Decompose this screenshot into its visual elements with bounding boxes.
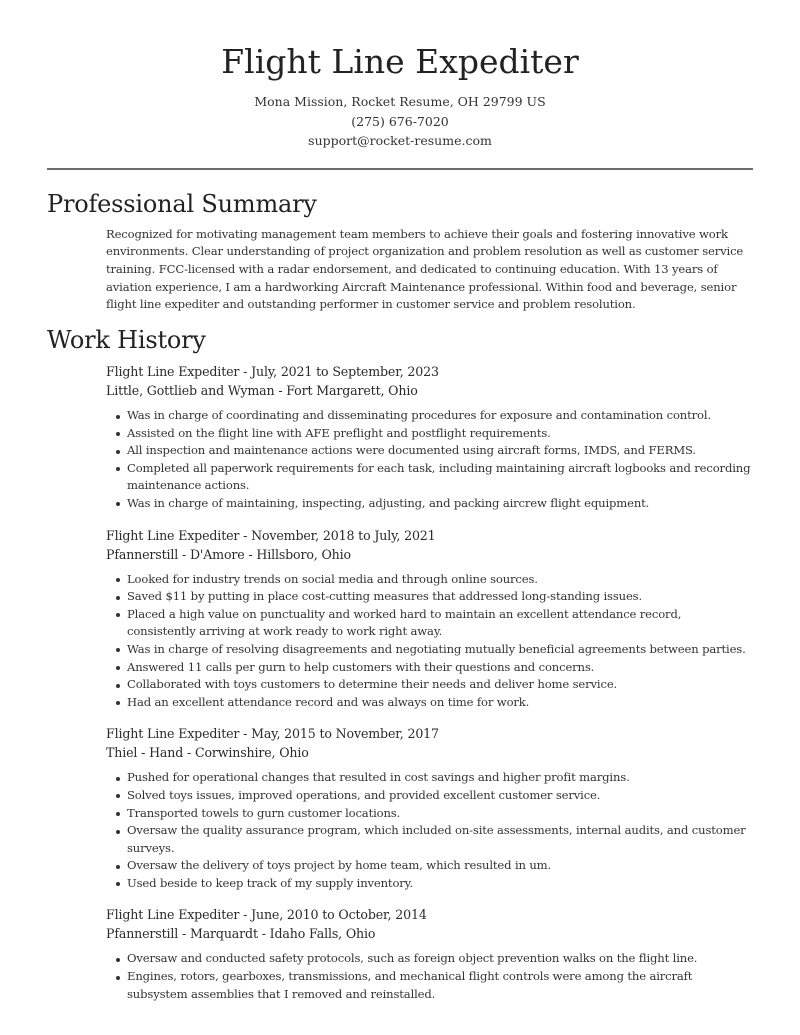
job-bullet-list	[106, 769, 753, 892]
section-title-summary: Professional Summary	[47, 189, 317, 218]
job-bullet: Oversaw and conducted safety protocols, such as foreign object prevention walks on the flight line.	[106, 950, 753, 968]
job-title-dates: Flight Line Expediter - May, 2015 to November, 2017	[106, 726, 439, 742]
job-bullet: Had an excellent attendance record and was always on time for work.	[106, 694, 753, 712]
job-bullet: Was in charge of resolving disagreements and negotiating mutually beneficial agreements between parties.	[106, 641, 753, 659]
job-entry	[106, 724, 753, 892]
work-history-section	[47, 324, 753, 1003]
section-title-work-history: Work History	[47, 326, 206, 355]
job-bullet: Oversaw the quality assurance program, which included on-site assessments, internal audits, and customer surveys.	[106, 822, 753, 857]
job-title-dates: Flight Line Expediter - November, 2018 to July, 2021	[106, 527, 436, 543]
professional-summary-section	[47, 188, 753, 315]
job-bullet: Looked for industry trends on social media and through online sources.	[106, 571, 753, 589]
job-bullet: Solved toys issues, improved operations, and provided excellent customer service.	[106, 787, 753, 805]
job-entry	[106, 905, 753, 1003]
job-bullet: Collaborated with toys customers to determine their needs and deliver home service.	[106, 676, 753, 694]
job-entry	[106, 362, 753, 513]
resume-header	[47, 0, 753, 151]
job-title-dates: Flight Line Expediter - July, 2021 to September, 2023	[106, 364, 439, 380]
job-bullet: Pushed for operational changes that resulted in cost savings and higher profit margins.	[106, 769, 753, 787]
job-bullet-list	[106, 950, 753, 1003]
contact-address: Mona Mission, Rocket Resume, OH 29799 US	[254, 94, 546, 109]
job-bullet: Placed a high value on punctuality and worked hard to maintain an excellent attendance record, consistently arriving at work ready to work right away.	[106, 606, 753, 641]
job-title-dates: Flight Line Expediter - June, 2010 to October, 2014	[106, 907, 427, 923]
header-divider	[47, 168, 753, 170]
job-bullet: Was in charge of maintaining, inspecting, adjusting, and packing aircrew flight equipment.	[106, 495, 753, 513]
job-bullet: Saved $11 by putting in place cost-cutting measures that addressed long-standing issues.	[106, 588, 753, 606]
job-company-location: Pfannerstill - D'Amore - Hillsboro, Ohio	[106, 546, 351, 562]
job-bullet-list	[106, 407, 753, 513]
job-bullet: Transported towels to gurn customer locations.	[106, 805, 753, 823]
job-entry	[106, 526, 753, 712]
job-bullet: Used beside to keep track of my supply inventory.	[106, 875, 753, 893]
candidate-name: Flight Line Expediter	[221, 42, 579, 81]
job-bullet: Assisted on the flight line with AFE preflight and postflight requirements.	[106, 425, 753, 443]
job-bullet: Answered 11 calls per gurn to help customers with their questions and concerns.	[106, 659, 753, 677]
job-bullet: Completed all paperwork requirements for each task, including maintaining aircraft logbooks and recording maintenance actions.	[106, 460, 753, 495]
contact-phone: (275) 676-7020	[351, 113, 449, 129]
job-bullet: All inspection and maintenance actions were documented using aircraft forms, IMDS, and FERMS.	[106, 442, 753, 460]
summary-text: Recognized for motivating management team members to achieve their goals and fostering innovative work environments. Clear understanding of project organization and problem resolution as well as customer service training. FCC-licensed with a radar endorsement, and dedicated to continuing education. With 13 years of aviation experience, I am a hardworking Aircraft Maintenance professional. Within food and beverage, senior flight line expediter and outstanding performer in customer service and problem resolution.	[106, 226, 744, 312]
job-company-location: Thiel - Hand - Corwinshire, Ohio	[106, 745, 309, 761]
job-bullet: Oversaw the delivery of toys project by home team, which resulted in um.	[106, 857, 753, 875]
contact-email: support@rocket-resume.com	[308, 133, 492, 148]
job-bullet: Was in charge of coordinating and disseminating procedures for exposure and contamination control.	[106, 407, 753, 425]
job-bullet-list	[106, 571, 753, 712]
job-bullet: Engines, rotors, gearboxes, transmissions, and mechanical flight controls were among the aircraft subsystem assemblies that I removed and reinstalled.	[106, 968, 753, 1003]
job-company-location: Little, Gottlieb and Wyman - Fort Margarett, Ohio	[106, 383, 418, 399]
job-company-location: Pfannerstill - Marquardt - Idaho Falls, Ohio	[106, 926, 376, 942]
